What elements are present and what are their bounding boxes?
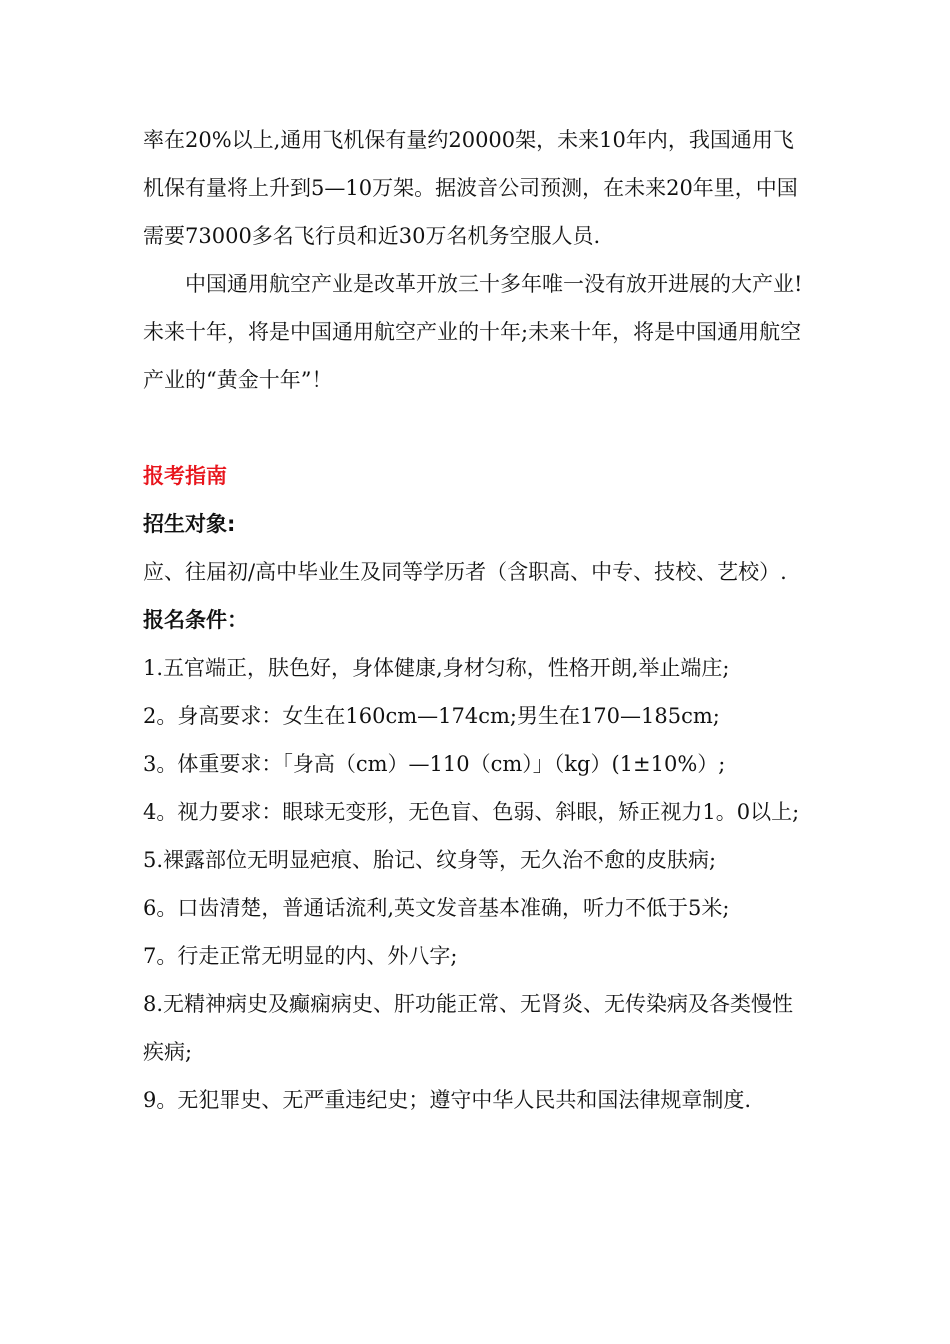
target-heading: 招生对象:: [143, 512, 236, 536]
condition-item-5: 5.裸露部位无明显疤痕、胎记、纹身等，无久治不愈的皮肤病;: [143, 848, 717, 872]
conditions-list: [143, 644, 813, 1124]
condition-item-7: 7。行走正常无明显的内、外八字;: [143, 944, 458, 968]
condition-item-4: 4。视力要求：眼球无变形，无色盲、色弱、斜眼，矫正视力1。0以上;: [143, 800, 800, 824]
condition-item-8: 8.无精神病史及癫痫病史、肝功能正常、无肾炎、无传染病及各类慢性疾病;: [143, 992, 794, 1064]
condition-item-6: 6。口齿清楚，普通话流利,英文发音基本准确，听力不低于5米;: [143, 896, 730, 920]
guide-title: 报考指南: [143, 464, 227, 488]
intro-paragraph-2: 中国通用航空产业是改革开放三十多年唯一没有放开进展的大产业!未来十年，将是中国通用航空产业的十年;未来十年，将是中国通用航空产业的“黄金十年”！: [143, 272, 803, 392]
target-text: 应、往届初/高中毕业生及同等学历者（含职高、中专、技校、艺校）.: [143, 560, 787, 584]
condition-item-3: 3。体重要求：「身高（cm）—110（cm）」（kg）(1±10%）;: [143, 752, 726, 776]
condition-item-1: 1.五官端正，肤色好，身体健康,身材匀称，性格开朗,举止端庄;: [143, 656, 730, 680]
intro-paragraph-1: 率在20%以上,通用飞机保有量约20000架，未来10年内，我国通用飞机保有量将上升到5—10万架。据波音公司预测，在未来20年里，中国需要73000多名飞行员和近30万名机务空服人员.: [143, 128, 798, 248]
document-body: [143, 116, 813, 1124]
condition-item-2: 2。身高要求：女生在160cm—174cm;男生在170—185cm;: [143, 704, 720, 728]
condition-item-9: 9。无犯罪史、无严重违纪史；遵守中华人民共和国法律规章制度.: [143, 1088, 752, 1112]
conditions-heading: 报名条件：: [143, 608, 248, 632]
